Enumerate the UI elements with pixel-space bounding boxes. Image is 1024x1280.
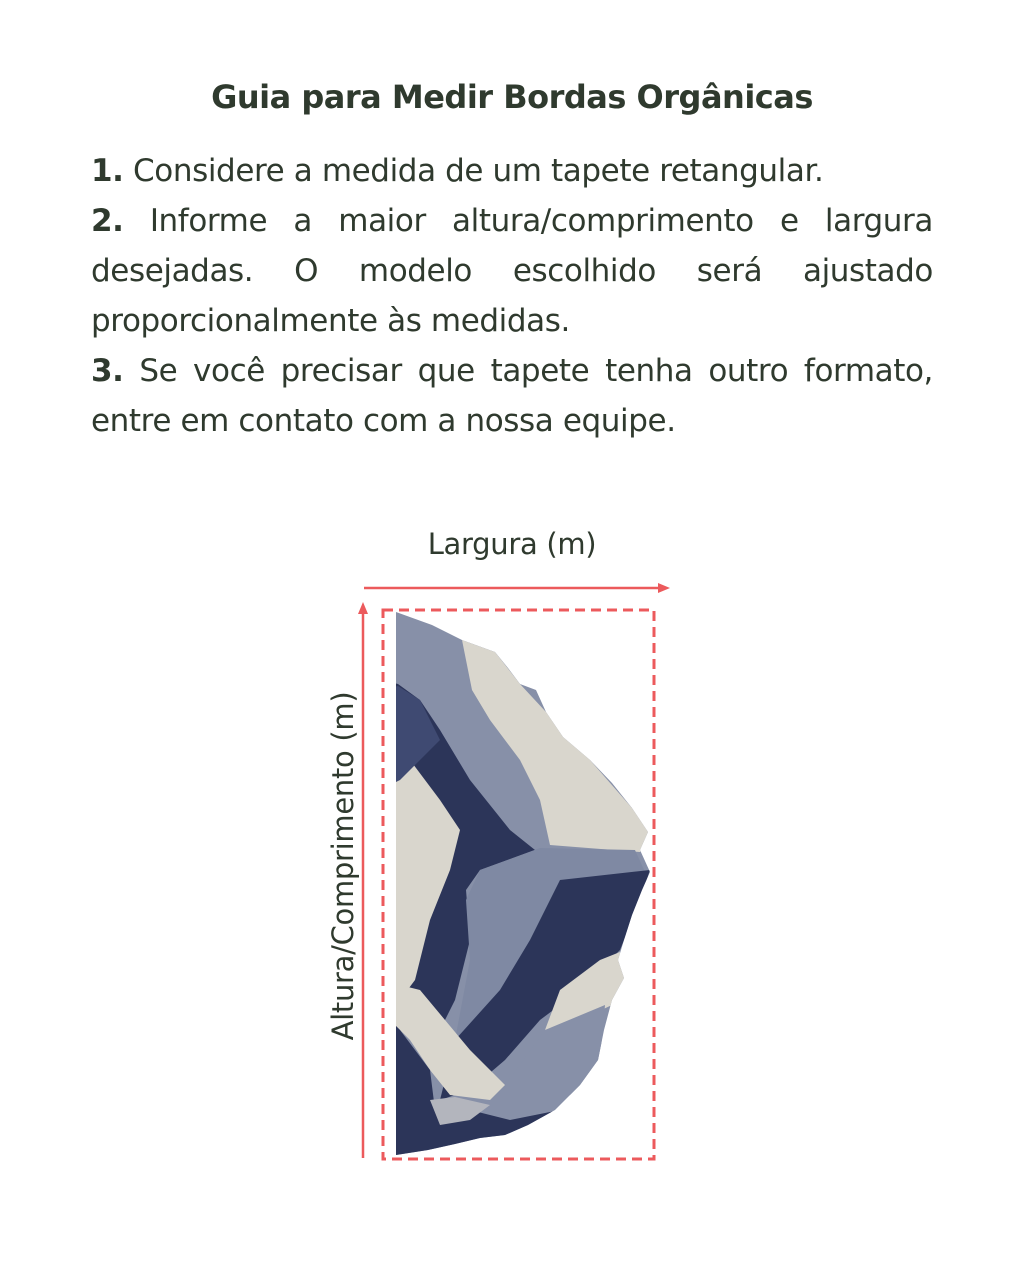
width-arrow: [364, 583, 670, 593]
step-number: 1.: [91, 153, 124, 189]
step-text: Considere a medida de um tapete retangular.: [133, 153, 824, 189]
width-label: Largura (m): [427, 527, 597, 561]
step-text: Se você precisar que tapete tenha outro formato, entre em contato com a nossa equipe.: [91, 353, 933, 439]
step-number: 2.: [91, 203, 124, 239]
height-label: Altura/Comprimento (m): [326, 691, 360, 1041]
height-arrow: [358, 602, 368, 1158]
page-title: Guia para Medir Bordas Orgânicas: [211, 78, 813, 116]
step-text: Informe a maior altura/comprimento e largura desejadas. O modelo escolhido será ajustado proporcionalmente às medidas.: [91, 203, 933, 339]
rug-illustration: [380, 600, 670, 1170]
step-number: 3.: [91, 353, 124, 389]
